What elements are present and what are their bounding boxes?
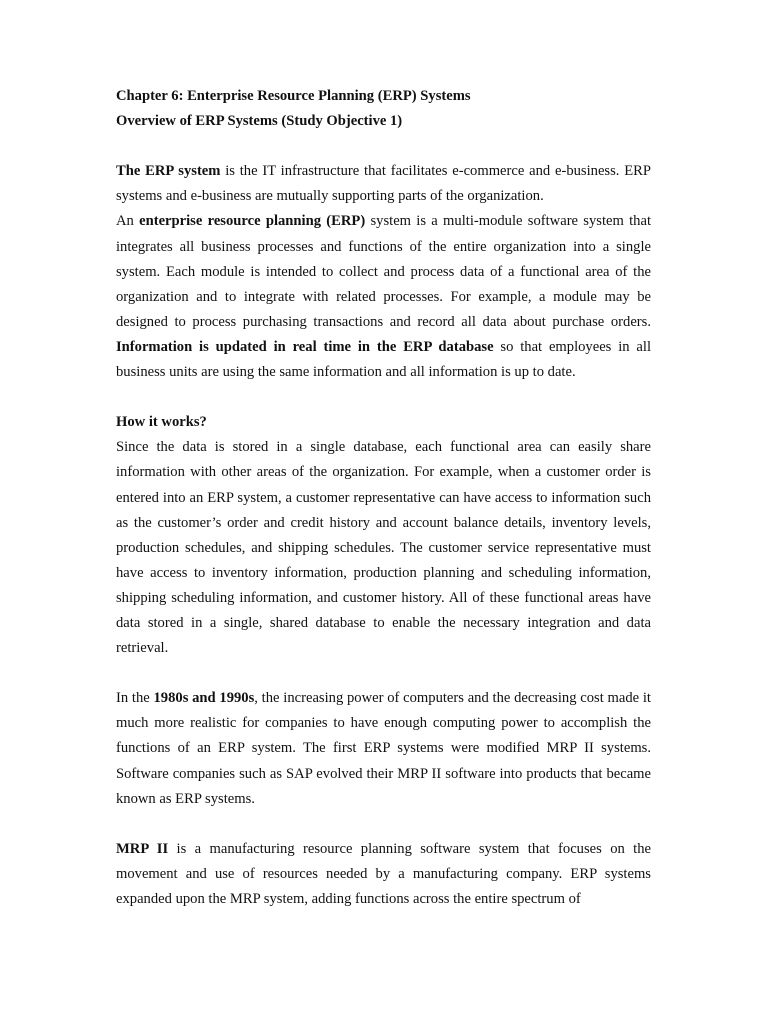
erp-system-paragraph (116, 159, 651, 209)
erp-system-term: The ERP system (116, 163, 221, 180)
spacer (116, 134, 651, 159)
spacer (116, 812, 651, 837)
mrp-text: is a manufacturing resource planning software system that focuses on the movement and use of resources needed by a manufacturing company. ERP systems expanded upon the MRP system, adding functions across the entire spectrum of (116, 840, 652, 907)
mrp-paragraph (116, 837, 651, 912)
history-text: , the increasing power of computers and the decreasing cost made it much more realistic for companies to have enough computing power to accomplish the functions of an ERP system. The first ERP systems were modified MRP II systems. Software companies such as SAP evolved their MRP II software into products that became known as ERP systems. (116, 690, 651, 807)
erp-definition-text: system is a multi-module software system that integrates all business processes and functions of the entire organization into a single system. Each module is intended to collect and process data of a functional area of the organization and to integrate with related processes. For example, a module may be designed to process purchasing transactions and record all data about purchase orders. (116, 213, 652, 330)
erp-definition-term: enterprise resource planning (ERP) (139, 213, 366, 230)
how-it-works-paragraph: Since the data is stored in a single database, each functional area can easily share information with other areas of the organization. For example, when a customer order is entered into an ERP system, a customer representative can have access to information such as the customer’s order and credit history and account balance details, inventory levels, production schedules, and shipping schedules. The customer service representative must have access to inventory information, production planning and scheduling information, shipping scheduling information, and customer history. All of these functional areas have data stored in a single, shared database to enable the necessary integration and data retrieval. (116, 439, 651, 657)
history-lead: In the (116, 690, 154, 707)
history-paragraph (116, 686, 651, 811)
section-title: Overview of ERP Systems (Study Objective 1) (116, 113, 403, 130)
erp-system-text: is the IT infrastructure that facilitates e-commerce and e-business. ERP systems and e-business are mutually supporting parts of the organization. (116, 163, 651, 205)
erp-definition-lead: An (116, 213, 140, 230)
how-it-works-heading: How it works? (116, 414, 207, 431)
document-page (116, 84, 651, 912)
erp-definition-end: so that employees in all business units are using the same information and all information is up to date. (116, 338, 651, 381)
spacer (116, 661, 651, 686)
chapter-title: Chapter 6: Enterprise Resource Planning (ERP) Systems (116, 88, 471, 104)
spacer (116, 385, 651, 410)
mrp-term: MRP II (116, 840, 169, 857)
real-time-emphasis: Information is updated in real time in the ERP database (116, 338, 494, 355)
erp-definition-paragraph (116, 209, 651, 385)
decades-term: 1980s and 1990s (153, 690, 255, 707)
